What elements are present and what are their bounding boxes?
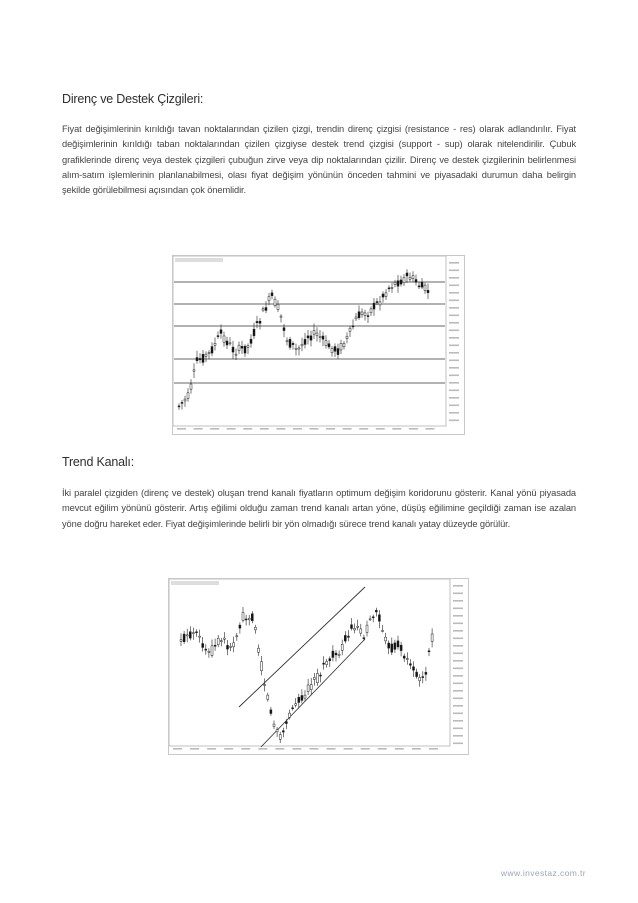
- candle: [233, 643, 235, 647]
- candle: [323, 663, 325, 664]
- candle: [340, 343, 342, 350]
- candle: [372, 617, 374, 618]
- candle: [419, 677, 421, 680]
- candle: [319, 336, 321, 337]
- x-axis-tick: [224, 748, 233, 750]
- candle: [406, 273, 408, 276]
- candle: [248, 618, 250, 620]
- candle: [292, 708, 294, 709]
- candle: [418, 286, 420, 287]
- candle: [310, 336, 312, 340]
- y-axis-tick: [453, 683, 463, 685]
- y-axis-tick: [453, 645, 463, 647]
- candle: [354, 628, 356, 630]
- candle: [388, 643, 390, 648]
- section-heading-trend-channel: Trend Kanalı:: [62, 455, 134, 469]
- candle: [245, 619, 247, 620]
- y-axis-tick: [453, 743, 463, 745]
- y-axis-tick: [449, 405, 459, 407]
- candle: [239, 625, 241, 628]
- candle: [254, 627, 256, 630]
- candle: [363, 638, 365, 639]
- x-axis-tick: [210, 428, 219, 430]
- y-axis-tick: [449, 322, 459, 324]
- candle: [232, 347, 234, 352]
- candle: [351, 625, 353, 629]
- candle: [214, 645, 216, 646]
- candle: [332, 651, 334, 657]
- candle: [196, 632, 198, 633]
- y-axis-tick: [449, 382, 459, 384]
- candle: [270, 710, 272, 714]
- candle: [220, 330, 222, 334]
- y-axis-tick: [449, 292, 459, 294]
- candle: [388, 288, 390, 289]
- candle: [205, 354, 207, 356]
- y-axis-tick: [449, 367, 459, 369]
- candle: [375, 610, 377, 612]
- y-axis-tick: [453, 630, 463, 632]
- candle: [422, 677, 424, 678]
- x-axis-tick: [425, 428, 434, 430]
- y-axis-tick: [449, 352, 459, 354]
- candle: [424, 285, 426, 290]
- y-axis-tick: [449, 397, 459, 399]
- candle: [230, 646, 232, 647]
- y-axis-tick: [449, 270, 459, 272]
- candle: [337, 349, 339, 355]
- section-body-support-resistance: Fiyat değişimlerinin kırıldığı tavan noktalarından çizilen çizgi, trendin direnç çizgisi (resistance - res) olarak adlandırılır. Fiyat değişimlerinin kırıldığı taban noktalarından çizilen çizgiyse destek trend çizgisi (support - sup) olarak nitelendirilir. Çubuk grafiklerinde direnç veya destek çizgileri çubuğun zirve veya dip noktalarından çizilir. Direnç ve destek çizgilerinin belirlenmesi alım-satım işlemlerinin planlanabilmesi, olası fiyat değişim yönünün önceden tahmini ve piyasadaki durumun daha belirgin şekilde görülebilmesi açısından çok önemlidir.: [62, 124, 576, 196]
- candle: [208, 353, 210, 354]
- candle: [322, 336, 324, 339]
- candle: [277, 304, 279, 309]
- x-axis-tick: [344, 748, 353, 750]
- x-axis-tick: [207, 748, 216, 750]
- candle: [421, 282, 423, 287]
- x-axis-tick: [194, 428, 203, 430]
- x-axis-tick: [361, 748, 370, 750]
- y-axis-tick: [453, 668, 463, 670]
- candle: [223, 638, 225, 639]
- candle: [329, 659, 331, 661]
- footer-url: www.investaz.com.tr: [500, 868, 586, 878]
- candle: [379, 302, 381, 305]
- candle: [271, 293, 273, 296]
- candle: [326, 661, 328, 664]
- candle: [316, 673, 318, 682]
- candle: [394, 282, 396, 284]
- candle: [229, 343, 231, 344]
- candle: [304, 695, 306, 698]
- y-axis-tick: [453, 690, 463, 692]
- y-axis-tick: [449, 315, 459, 317]
- candle: [264, 685, 266, 686]
- trend-channel-chart: [168, 578, 469, 755]
- candle: [187, 393, 189, 399]
- chart-plot-area: [169, 579, 450, 746]
- y-axis-tick: [449, 262, 459, 264]
- y-axis-tick: [453, 705, 463, 707]
- candle: [361, 312, 363, 315]
- candle: [413, 667, 415, 670]
- candle: [369, 619, 371, 620]
- candle: [259, 321, 261, 323]
- candle: [295, 348, 297, 349]
- candle: [214, 343, 216, 345]
- candle: [283, 328, 285, 331]
- candle: [253, 329, 255, 336]
- candle: [292, 343, 294, 344]
- candle: [409, 277, 411, 279]
- candle: [338, 654, 340, 655]
- candle: [217, 336, 219, 337]
- candle: [190, 384, 192, 389]
- candle: [325, 341, 327, 346]
- candle: [256, 321, 258, 322]
- candle: [344, 635, 346, 641]
- candle: [295, 704, 297, 706]
- candle: [211, 646, 213, 656]
- candle: [360, 629, 362, 633]
- y-axis-tick: [453, 735, 463, 737]
- y-axis-tick: [449, 277, 459, 279]
- candle: [235, 354, 237, 355]
- x-axis-tick: [376, 428, 385, 430]
- candle: [378, 615, 380, 621]
- candle: [193, 370, 195, 371]
- y-axis-tick: [453, 720, 463, 722]
- candle: [280, 316, 282, 317]
- section-heading-support-resistance: Direnç ve Destek Çizgileri:: [62, 92, 204, 106]
- candle: [208, 651, 210, 652]
- y-axis-tick: [449, 330, 459, 332]
- candle: [385, 293, 387, 297]
- candle: [370, 309, 372, 313]
- x-axis-tick: [275, 748, 284, 750]
- candle: [346, 336, 348, 338]
- x-axis-tick: [292, 748, 301, 750]
- candle: [250, 339, 252, 343]
- x-axis-tick: [359, 428, 368, 430]
- candle: [355, 317, 357, 319]
- candle: [282, 731, 284, 732]
- y-axis-tick: [449, 420, 459, 422]
- candle: [285, 722, 287, 724]
- candle: [343, 343, 345, 346]
- candle: [382, 294, 384, 297]
- candle: [268, 296, 270, 300]
- candle: [202, 644, 204, 648]
- candle: [192, 633, 194, 634]
- x-axis-tick: [310, 428, 319, 430]
- candle: [428, 651, 430, 652]
- candle: [307, 336, 309, 338]
- candle: [425, 672, 427, 674]
- candle: [220, 641, 222, 642]
- candle: [347, 636, 349, 637]
- candle: [391, 287, 393, 288]
- candle: [349, 328, 351, 331]
- y-axis-tick: [449, 307, 459, 309]
- section-body-trend-channel: İki paralel çizgiden (direnç ve destek) oluşan trend kanalı fiyatların optimum değişim koridorunu gösterir. Kanal yönü piyasada mevcut eğilim yönünü gösterir. Artış eğilimi olduğu zaman trend kanalı artan yöne, düşüş eğilimine geçildiği zaman ise azalan yöne doğru hareket eder. Fiyat değişimlerinde belirli bir yön olmadığı sürece trend kanalı yatay düzeyde görülür.: [62, 488, 576, 529]
- candle: [267, 695, 269, 699]
- y-axis-tick: [453, 638, 463, 640]
- candle: [403, 656, 405, 658]
- x-axis-tick: [276, 428, 285, 430]
- candle: [226, 341, 228, 345]
- candle: [397, 281, 399, 286]
- x-axis-tick: [326, 428, 335, 430]
- y-axis-tick: [449, 412, 459, 414]
- candle: [310, 685, 312, 690]
- candle: [366, 625, 368, 632]
- candle: [217, 638, 219, 644]
- candle: [262, 309, 264, 310]
- chart-symbol-label: [175, 258, 223, 262]
- y-axis-tick: [453, 608, 463, 610]
- candle: [416, 672, 418, 676]
- y-axis-tick: [449, 300, 459, 302]
- candle: [431, 634, 433, 641]
- candle: [357, 626, 359, 627]
- candle: [373, 303, 375, 309]
- candle: [403, 277, 405, 282]
- x-axis-tick: [293, 428, 302, 430]
- y-axis-tick: [453, 675, 463, 677]
- candle: [244, 346, 246, 353]
- candle: [364, 313, 366, 315]
- candle: [400, 645, 402, 650]
- candle: [265, 308, 267, 311]
- candle: [301, 344, 303, 346]
- candle: [274, 299, 276, 306]
- candle: [334, 347, 336, 352]
- y-axis-tick: [453, 615, 463, 617]
- x-axis-tick: [310, 748, 319, 750]
- x-axis-tick: [327, 748, 336, 750]
- candle: [205, 649, 207, 650]
- candle: [382, 630, 384, 631]
- candle: [183, 634, 185, 642]
- candle: [289, 713, 291, 717]
- candle: [238, 345, 240, 350]
- y-axis-tick: [449, 360, 459, 362]
- candle: [406, 659, 408, 660]
- candle: [352, 326, 354, 327]
- candle: [181, 402, 183, 403]
- candle: [298, 348, 300, 349]
- candle: [385, 637, 387, 641]
- y-axis-tick: [449, 337, 459, 339]
- candle: [304, 339, 306, 344]
- candle: [227, 645, 229, 649]
- candle: [331, 348, 333, 352]
- candle: [427, 290, 429, 292]
- chart-symbol-label: [171, 581, 219, 585]
- y-axis-tick: [449, 375, 459, 377]
- candle: [251, 614, 253, 621]
- candle: [247, 346, 249, 347]
- candle: [242, 613, 244, 621]
- candle: [301, 696, 303, 701]
- candle: [273, 724, 275, 726]
- candle: [358, 312, 360, 318]
- x-axis-tick: [241, 748, 250, 750]
- candle: [211, 347, 213, 353]
- candle: [279, 735, 281, 740]
- candle: [400, 280, 402, 284]
- y-axis-tick: [453, 623, 463, 625]
- candle: [258, 648, 260, 652]
- y-axis-tick: [453, 593, 463, 595]
- candle: [261, 662, 263, 671]
- candle: [328, 344, 330, 347]
- y-axis-tick: [449, 285, 459, 287]
- candle: [236, 636, 238, 637]
- candle: [397, 641, 399, 647]
- x-axis-tick: [177, 428, 186, 430]
- candle: [180, 640, 182, 642]
- candle: [186, 635, 188, 636]
- x-axis-tick: [392, 428, 401, 430]
- y-axis-tick: [453, 660, 463, 662]
- y-axis-tick: [453, 698, 463, 700]
- x-axis-tick: [260, 428, 269, 430]
- x-axis-tick: [378, 748, 387, 750]
- x-axis-tick: [190, 748, 199, 750]
- candle: [199, 358, 201, 359]
- y-axis-tick: [453, 600, 463, 602]
- y-axis-tick: [453, 585, 463, 587]
- x-axis-tick: [395, 748, 404, 750]
- y-axis-tick: [449, 390, 459, 392]
- candle: [313, 677, 315, 679]
- y-axis-tick: [453, 713, 463, 715]
- y-axis-tick: [453, 653, 463, 655]
- candle: [391, 644, 393, 652]
- y-axis-tick: [453, 728, 463, 730]
- candle: [189, 632, 191, 638]
- candle: [196, 358, 198, 361]
- candle: [313, 330, 315, 334]
- x-axis-tick: [412, 748, 421, 750]
- candle: [286, 341, 288, 342]
- candle: [320, 675, 322, 676]
- x-axis-tick: [429, 748, 438, 750]
- support-resistance-chart: [172, 255, 465, 435]
- x-axis-tick: [243, 428, 252, 430]
- candle: [223, 336, 225, 342]
- candle: [298, 697, 300, 702]
- candle: [316, 333, 318, 336]
- candle: [276, 730, 278, 732]
- candle: [367, 316, 369, 317]
- x-axis-tick: [173, 748, 182, 750]
- candle: [376, 302, 378, 303]
- x-axis-tick: [258, 748, 267, 750]
- candle: [199, 636, 201, 637]
- candle: [341, 644, 343, 650]
- candle: [202, 354, 204, 362]
- candle: [178, 406, 180, 407]
- candle: [184, 399, 186, 401]
- candle: [409, 664, 411, 666]
- candle: [394, 643, 396, 649]
- candle: [335, 653, 337, 655]
- x-axis-tick: [227, 428, 236, 430]
- candle: [415, 279, 417, 282]
- y-axis-tick: [449, 345, 459, 347]
- x-axis-tick: [409, 428, 418, 430]
- x-axis-tick: [343, 428, 352, 430]
- candle: [289, 339, 291, 347]
- candle: [241, 346, 243, 348]
- candle: [307, 685, 309, 691]
- candle: [412, 276, 414, 279]
